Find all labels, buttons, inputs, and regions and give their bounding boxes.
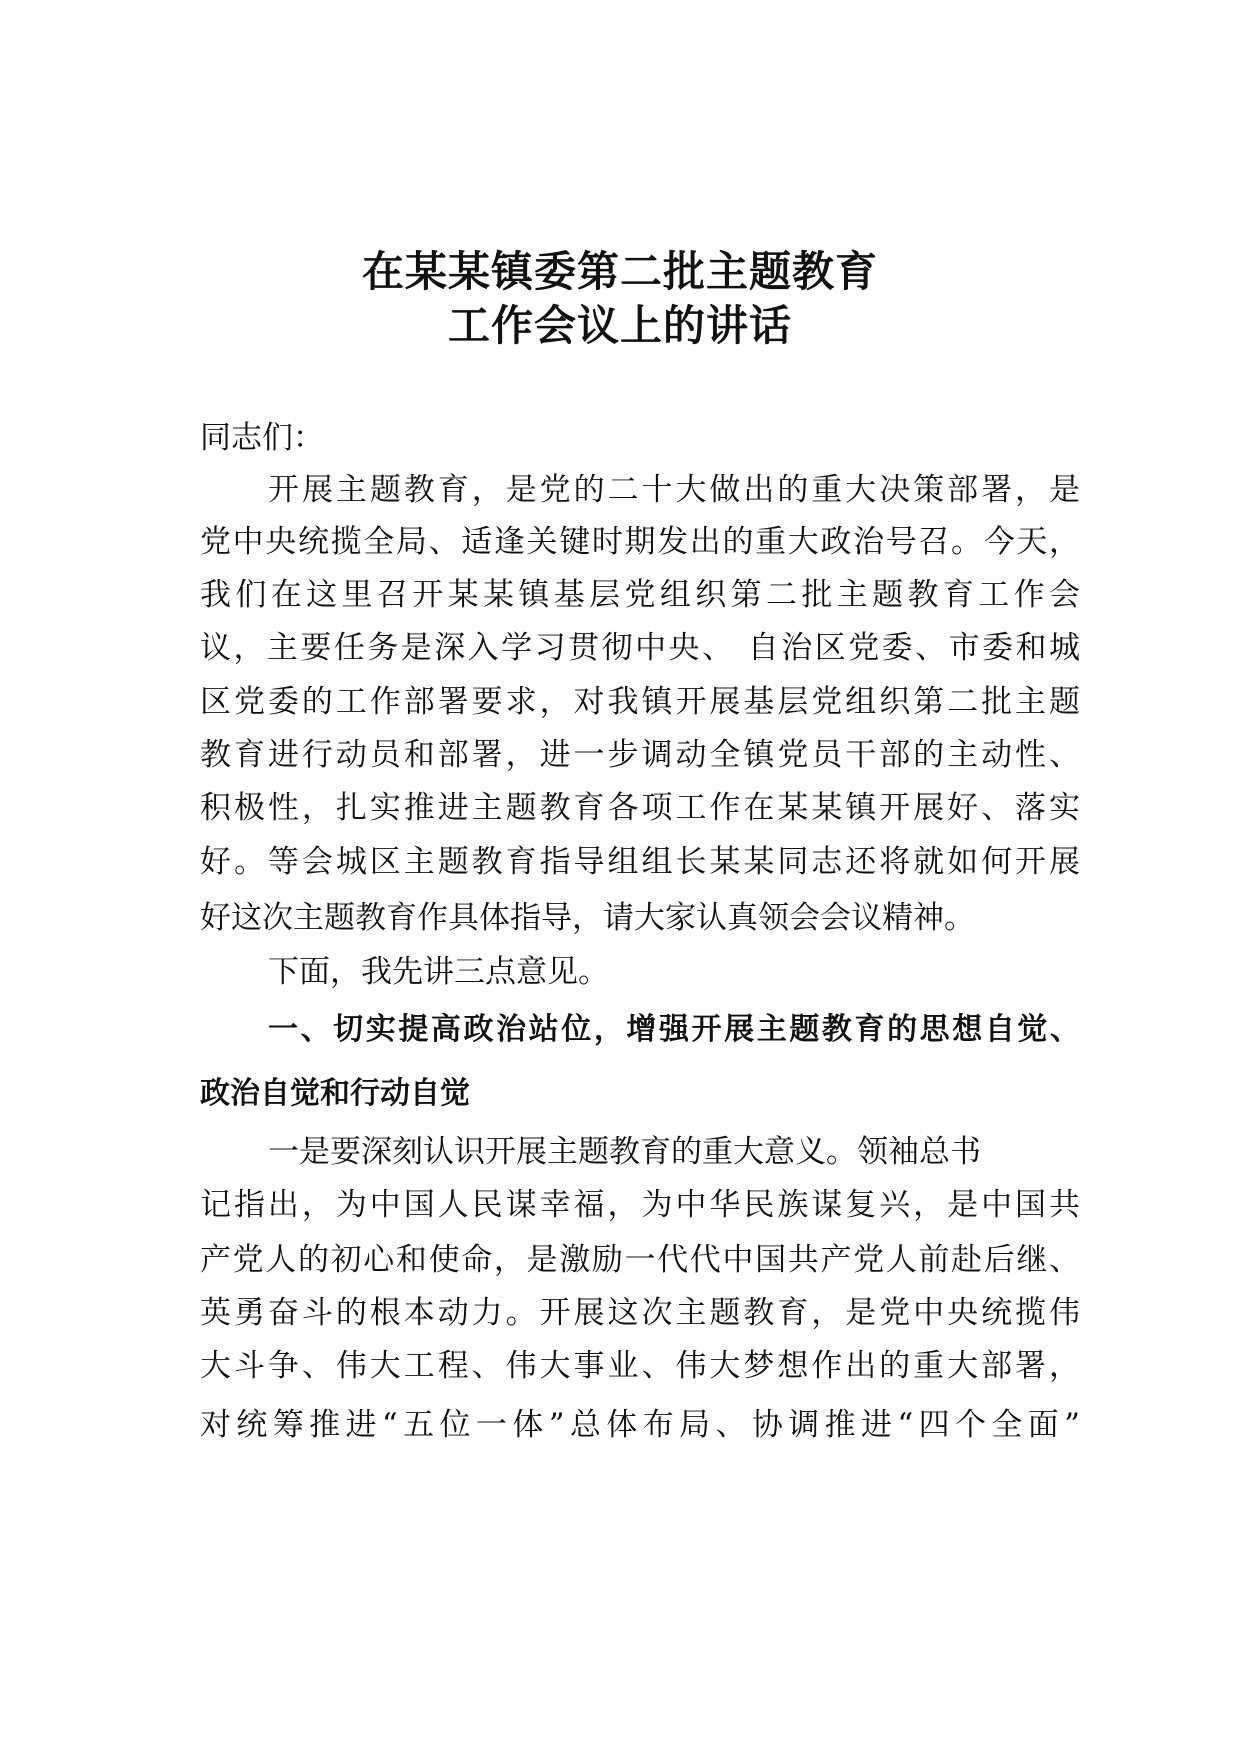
paragraph-3-line: 一是要深刻认识开展主题教育的重大意义。领袖总书 (268, 1134, 981, 1170)
paragraph-3-line: 对统筹推进“五位一体”总体布局、协调推进“四个全面” (200, 1407, 1080, 1443)
paragraph-1-line: 好这次主题教育作具体指导，请大家认真领会会议精神。 (200, 900, 975, 936)
paragraph-1-line: 我们在这里召开某某镇基层党组织第二批主题教育工作会 (200, 577, 1080, 613)
paragraph-2: 下面，我先讲三点意见。 (268, 954, 609, 990)
paragraph-1-line: 积极性，扎实推进主题教育各项工作在某某镇开展好、落实 (200, 790, 1080, 826)
paragraph-1-line: 好。等会城区主题教育指导组组长某某同志还将就如何开展 (200, 844, 1080, 880)
paragraph-3-line: 记指出，为中国人民谋幸福，为中华民族谋复兴，是中国共 (200, 1187, 1080, 1223)
paragraph-1-line: 区党委的工作部署要求，对我镇开展基层党组织第二批主题 (200, 684, 1080, 720)
document-title-line-1: 在某某镇委第二批主题教育 (361, 247, 878, 296)
paragraph-1-line: 党中央统揽全局、适逢关键时期发出的重大政治号召。今天， (200, 524, 1080, 560)
paragraph-1-line: 开展主题教育，是党的二十大做出的重大决策部署，是 (268, 472, 1080, 508)
section-heading-1-line-2: 政治自觉和行动自觉 (200, 1076, 470, 1111)
paragraph-1-line: 教育进行动员和部署，进一步调动全镇党员干部的主动性、 (200, 737, 1080, 773)
paragraph-1-line: 议，主要任务是深入学习贯彻中央、 自治区党委、市委和城 (200, 630, 1080, 666)
document-title-line-2: 工作会议上的讲话 (447, 301, 792, 350)
paragraph-3-line: 英勇奋斗的根本动力。开展这次主题教育，是党中央统揽伟 (200, 1295, 1080, 1331)
salutation: 同志们： (200, 420, 324, 456)
paragraph-3-line: 大斗争、伟大工程、伟大事业、伟大梦想作出的重大部署， (200, 1348, 1080, 1384)
paragraph-3-line: 产党人的初心和使命，是激励一代代中国共产党人前赴后继、 (200, 1242, 1080, 1278)
section-heading-1-line-1: 一、切实提高政治站位，增强开展主题教育的思想自觉、 (268, 1012, 1080, 1047)
